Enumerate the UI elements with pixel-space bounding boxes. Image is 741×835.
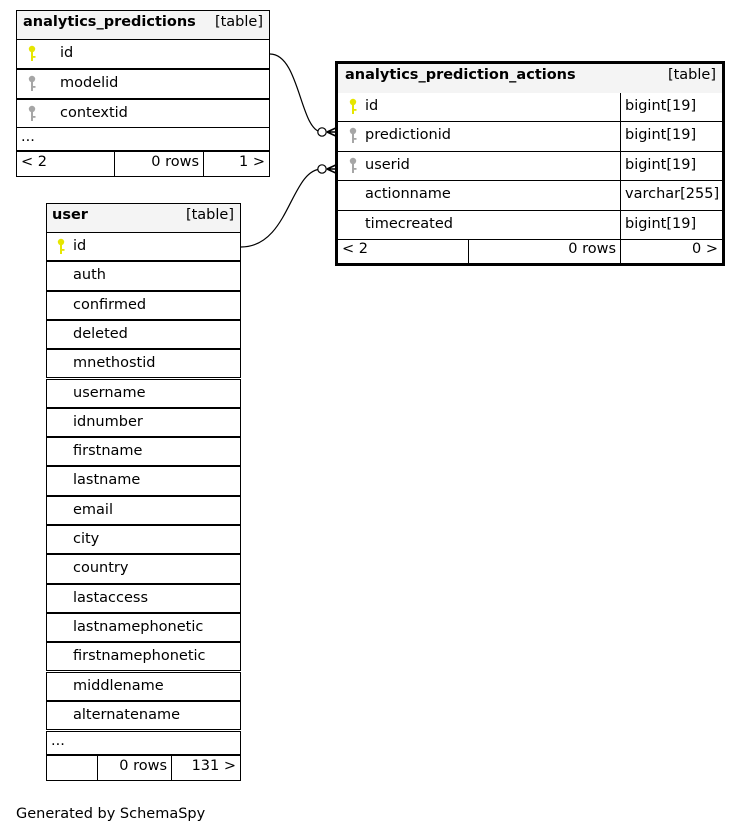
table-type: [table] (214, 14, 263, 30)
column-name: mnethostid (73, 355, 156, 372)
footer-children-cell[interactable] (171, 756, 240, 780)
table-name: user (52, 207, 88, 223)
column-row-city[interactable] (46, 525, 241, 554)
column-name: userid (365, 156, 410, 173)
column-row-userid[interactable] (338, 152, 722, 181)
column-name: alternatename (73, 706, 181, 723)
footer-children-cell[interactable] (203, 152, 269, 176)
column-type: bigint[19] (625, 98, 697, 114)
column-row-alternatename[interactable] (46, 701, 241, 730)
column-row-id[interactable] (338, 93, 722, 122)
column-row-middlename[interactable] (46, 672, 241, 701)
table-footer (16, 151, 270, 177)
column-row-firstname[interactable] (46, 437, 241, 466)
column-name: country (73, 560, 129, 577)
column-type-cell (620, 93, 722, 121)
table-name: analytics_prediction_actions (345, 67, 576, 83)
footer-parents-cell[interactable] (338, 240, 468, 263)
column-row-contextid[interactable] (16, 99, 270, 129)
footer-rows-cell (468, 240, 620, 263)
column-type: varchar[255] (625, 186, 720, 203)
more-columns-ellipsis: ... (21, 129, 35, 145)
column-name: timecreated (365, 215, 453, 232)
children-count: 131 > (191, 758, 236, 774)
table-analytics-prediction-actions[interactable] (335, 61, 725, 266)
column-row-lastnamephonetic[interactable] (46, 613, 241, 642)
column-name: modelid (60, 75, 119, 91)
column-name: username (73, 384, 146, 401)
column-name: lastname (73, 472, 141, 489)
column-name: actionname (365, 186, 451, 203)
children-count: 0 > (692, 241, 718, 257)
column-name: predictionid (365, 127, 451, 144)
ellipsis-row[interactable] (46, 731, 241, 755)
foreign-key-icon (348, 157, 358, 175)
children-count: 1 > (239, 154, 265, 170)
column-name: lastaccess (73, 589, 149, 606)
column-row-country[interactable] (46, 554, 241, 583)
foreign-key-icon (27, 75, 37, 93)
primary-key-icon (27, 45, 37, 63)
column-row-id[interactable] (46, 232, 241, 261)
column-row-timecreated[interactable] (338, 211, 722, 240)
column-row-auth[interactable] (46, 261, 241, 290)
column-name: idnumber (73, 413, 143, 430)
primary-key-icon (348, 98, 358, 116)
table-header[interactable] (46, 203, 241, 233)
column-name: id (60, 45, 74, 61)
table-header[interactable] (16, 10, 270, 40)
table-type: [table] (667, 67, 716, 83)
edge-predictions-to-actions (270, 54, 322, 132)
table-user[interactable] (46, 203, 241, 781)
table-type: [table] (185, 207, 234, 223)
footer-rows-cell (114, 152, 203, 176)
table-header[interactable] (338, 64, 722, 94)
column-name: auth (73, 267, 106, 284)
column-type: bigint[19] (625, 215, 697, 232)
column-row-confirmed[interactable] (46, 291, 241, 320)
foreign-key-icon (27, 105, 37, 123)
table-footer (338, 240, 722, 263)
column-type-cell (620, 122, 722, 150)
column-type-cell (620, 211, 722, 239)
parents-count: < 2 (342, 241, 368, 257)
primary-key-icon (56, 238, 66, 256)
column-name: confirmed (73, 296, 147, 313)
edge-optional-marker (318, 165, 326, 173)
column-row-idnumber[interactable] (46, 408, 241, 437)
generated-by-footer: Generated by SchemaSpy (16, 806, 206, 822)
table-footer (46, 755, 241, 781)
column-type-cell (620, 181, 722, 209)
column-row-deleted[interactable] (46, 320, 241, 349)
column-type: bigint[19] (625, 127, 697, 144)
column-name: city (73, 531, 100, 547)
column-name: middlename (73, 677, 164, 694)
column-name: firstname (73, 443, 143, 460)
row-count: 0 rows (568, 241, 616, 257)
column-row-firstnamephonetic[interactable] (46, 642, 241, 671)
column-name: firstnamephonetic (73, 648, 206, 665)
footer-parents-cell[interactable] (47, 756, 97, 780)
column-name: id (365, 98, 379, 114)
column-row-id[interactable] (16, 39, 270, 69)
column-name: id (73, 238, 87, 254)
column-name: email (73, 501, 113, 518)
row-count: 0 rows (119, 758, 167, 774)
edge-optional-marker (318, 128, 326, 136)
footer-children-cell[interactable] (620, 240, 722, 263)
column-row-lastaccess[interactable] (46, 584, 241, 613)
column-row-predictionid[interactable] (338, 122, 722, 151)
column-type-cell (620, 152, 722, 180)
column-row-email[interactable] (46, 496, 241, 525)
footer-parents-cell[interactable] (17, 152, 114, 176)
column-row-mnethostid[interactable] (46, 349, 241, 378)
footer-rows-cell (97, 756, 171, 780)
edge-user-to-actions (241, 169, 322, 247)
column-row-modelid[interactable] (16, 69, 270, 99)
ellipsis-row[interactable] (16, 127, 270, 151)
column-row-actionname[interactable] (338, 181, 722, 210)
column-row-lastname[interactable] (46, 466, 241, 495)
column-name: contextid (60, 105, 128, 121)
parents-count: < 2 (21, 154, 47, 170)
row-count: 0 rows (151, 154, 199, 170)
table-analytics-predictions[interactable] (16, 10, 270, 177)
table-name: analytics_predictions (23, 14, 196, 30)
column-row-username[interactable] (46, 379, 241, 408)
more-columns-ellipsis: ... (51, 733, 65, 749)
column-name: lastnamephonetic (73, 618, 204, 635)
column-type: bigint[19] (625, 156, 697, 173)
foreign-key-icon (348, 127, 358, 145)
column-name: deleted (73, 325, 128, 342)
